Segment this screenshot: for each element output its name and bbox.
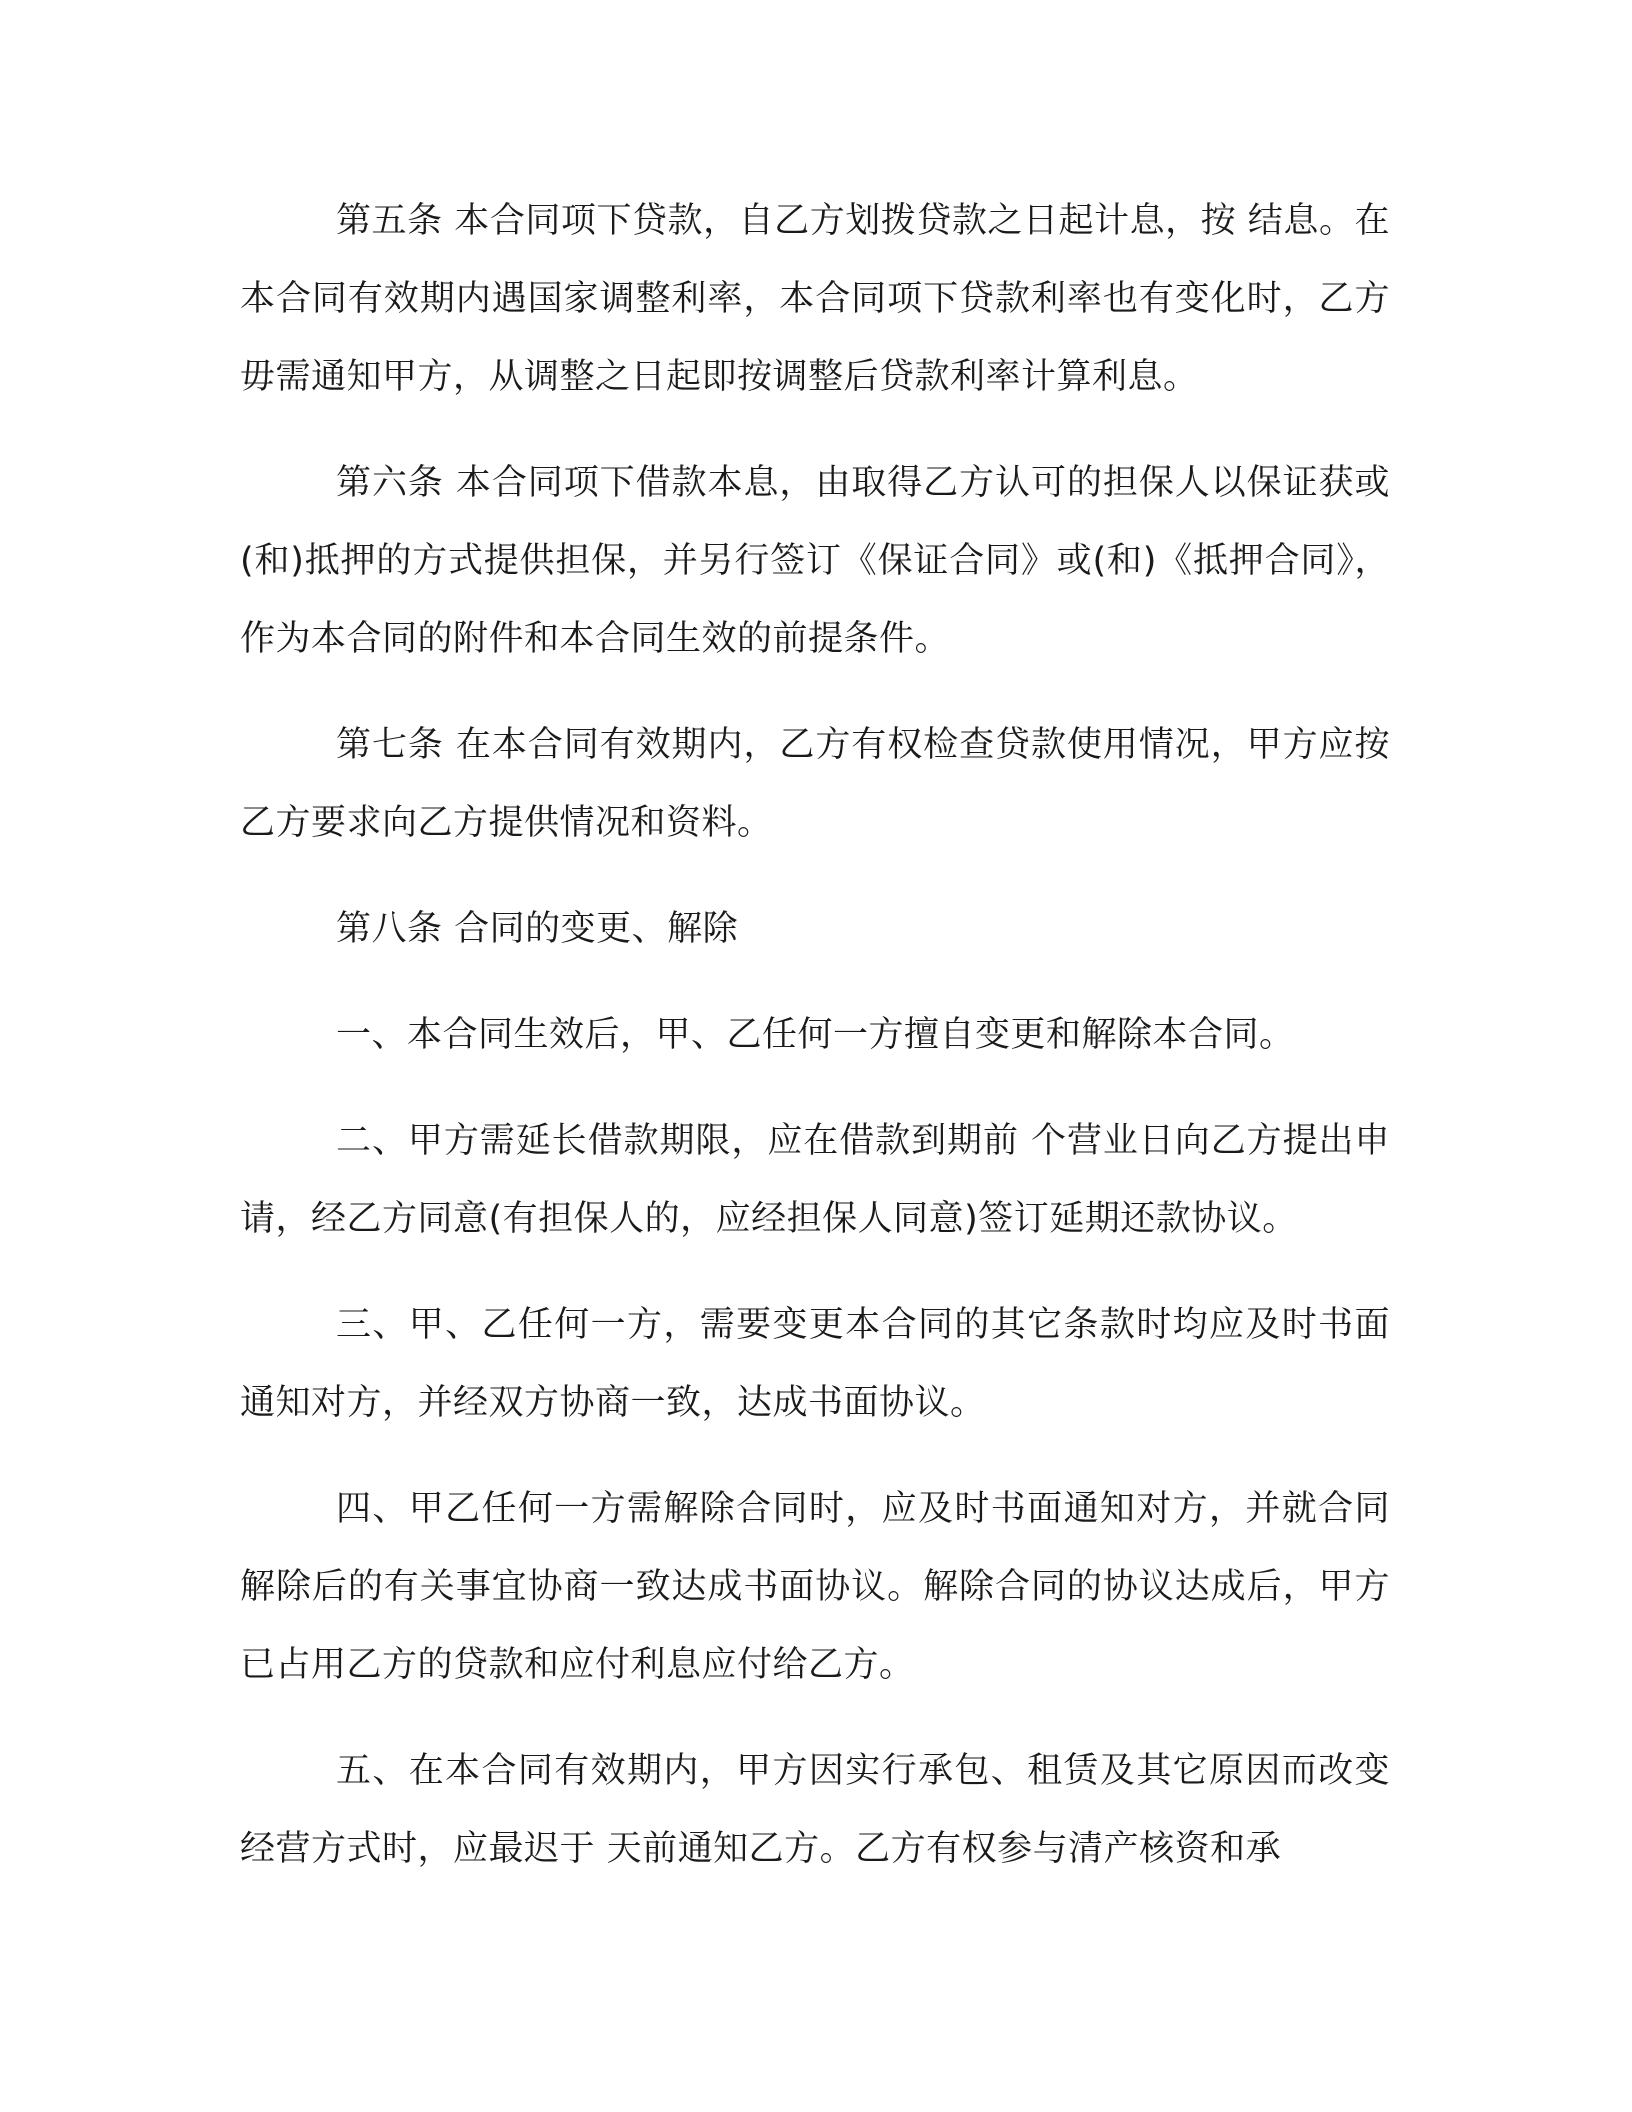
article-5-paragraph: 第五条 本合同项下贷款，自乙方划拨贷款之日起计息，按 结息。在本合同有效期内遇国家调整利率，本合同项下贷款利率也有变化时，乙方毋需通知甲方，从调整之日起即按调整后贷款利率计算利息。 [240,201,1390,397]
clause-2-paragraph: 二、甲方需延长借款期限，应在借款到期前 个营业日向乙方提出申请，经乙方同意(有担保人的，应经担保人同意)签订延期还款协议。 [240,1121,1390,1239]
article-7-paragraph: 第七条 在本合同有效期内，乙方有权检查贷款使用情况，甲方应按乙方要求向乙方提供情况和资料。 [240,725,1390,843]
clause-4-paragraph: 四、甲乙任何一方需解除合同时，应及时书面通知对方，并就合同解除后的有关事宜协商一致达成书面协议。解除合同的协议达成后，甲方已占用乙方的贷款和应付利息应付给乙方。 [240,1489,1390,1685]
article-8-heading: 第八条 合同的变更、解除 [336,909,739,949]
clause-1-paragraph: 一、本合同生效后，甲、乙任何一方擅自变更和解除本合同。 [336,1015,1295,1055]
document-body [240,182,1390,1888]
clause-3-paragraph: 三、甲、乙任何一方，需要变更本合同的其它条款时均应及时书面通知对方，并经双方协商一致，达成书面协议。 [240,1305,1390,1423]
clause-5-paragraph: 五、在本合同有效期内，甲方因实行承包、租赁及其它原因而改变经营方式时，应最迟于 天前通知乙方。乙方有权参与清产核资和承 [240,1751,1390,1869]
article-6-paragraph: 第六条 本合同项下借款本息，由取得乙方认可的担保人以保证获或(和)抵押的方式提供担保，并另行签订《保证合同》或(和)《抵押合同》，作为本合同的附件和本合同生效的前提条件。 [240,463,1390,659]
